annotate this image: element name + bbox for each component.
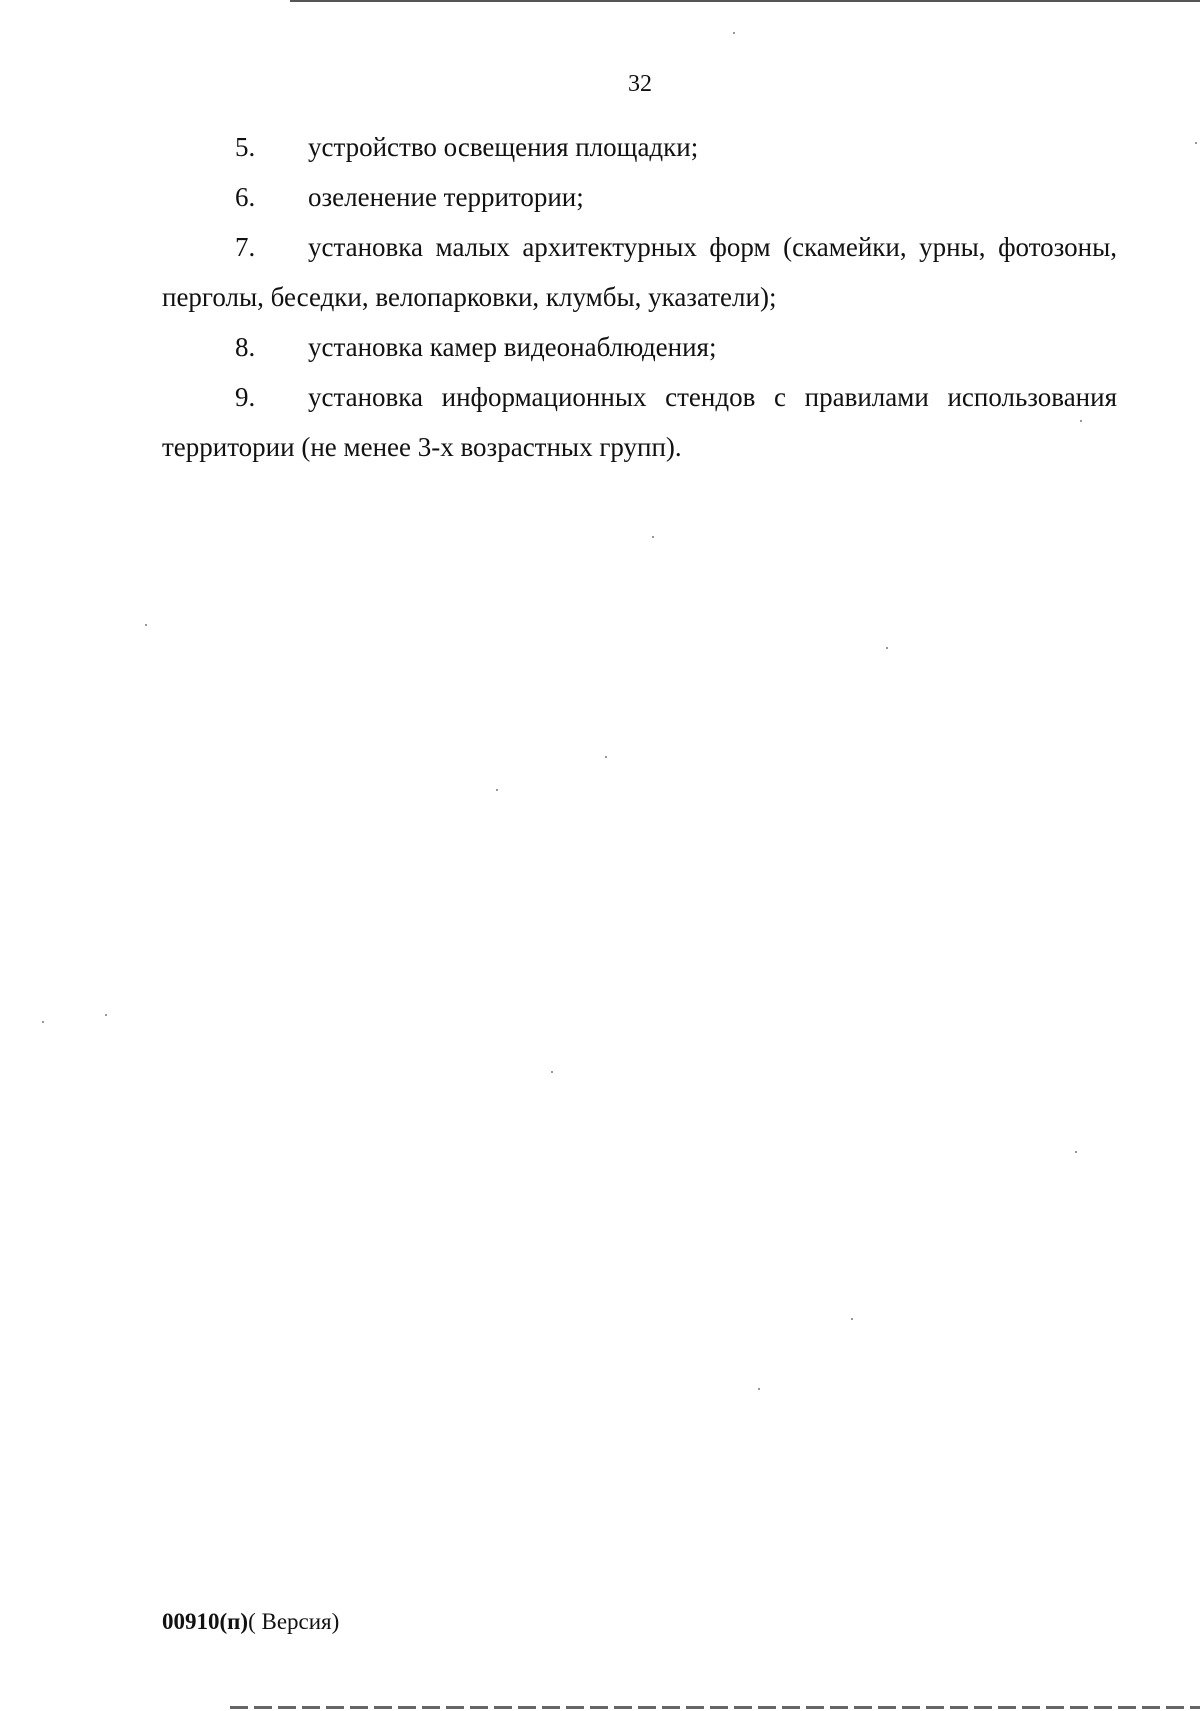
list-item-number: 5. [235,132,256,162]
list-item-text: установка камер видеонаблюдения; [308,332,717,362]
list-item-text: устройство освещения площадки; [308,132,699,162]
list-item-number: 7. [235,232,256,262]
document-code-footer [162,1606,339,1638]
document-version: ( Версия) [248,1609,340,1634]
page-number: 32 [628,71,652,97]
scan-speck [851,1318,853,1320]
scan-speck [1075,1151,1077,1153]
list-item-text: установка малых архитектурных форм (скамейки, урны, фотозоны, перголы, беседки, велопарковки, клумбы, указатели); [162,232,1117,312]
scan-edge-top [290,0,1200,2]
list-item [162,122,1117,172]
scan-speck [652,536,654,538]
scan-edge-bottom [230,1706,1200,1709]
scan-speck [496,789,498,791]
scan-speck [886,647,888,649]
list-item-text: озеленение территории; [308,182,584,212]
scan-speck [605,756,607,758]
document-code: 00910(п) [162,1609,249,1634]
scan-speck [733,32,735,34]
list-item-number: 6. [235,182,256,212]
scan-speck [42,1021,44,1023]
scan-speck [145,624,147,626]
scan-speck [551,1071,553,1073]
numbered-list [162,122,1117,472]
scan-speck [105,1014,107,1016]
list-item-text: установка информационных стендов с правилами использования территории (не менее 3-х возрастных групп). [162,382,1117,462]
list-item [162,372,1117,472]
scan-speck [1080,420,1082,422]
scan-speck [1195,142,1197,144]
list-item [162,222,1117,322]
list-item-number: 8. [235,332,256,362]
list-item [162,322,1117,372]
list-item [162,172,1117,222]
list-item-number: 9. [235,382,256,412]
scan-speck [758,1388,760,1390]
